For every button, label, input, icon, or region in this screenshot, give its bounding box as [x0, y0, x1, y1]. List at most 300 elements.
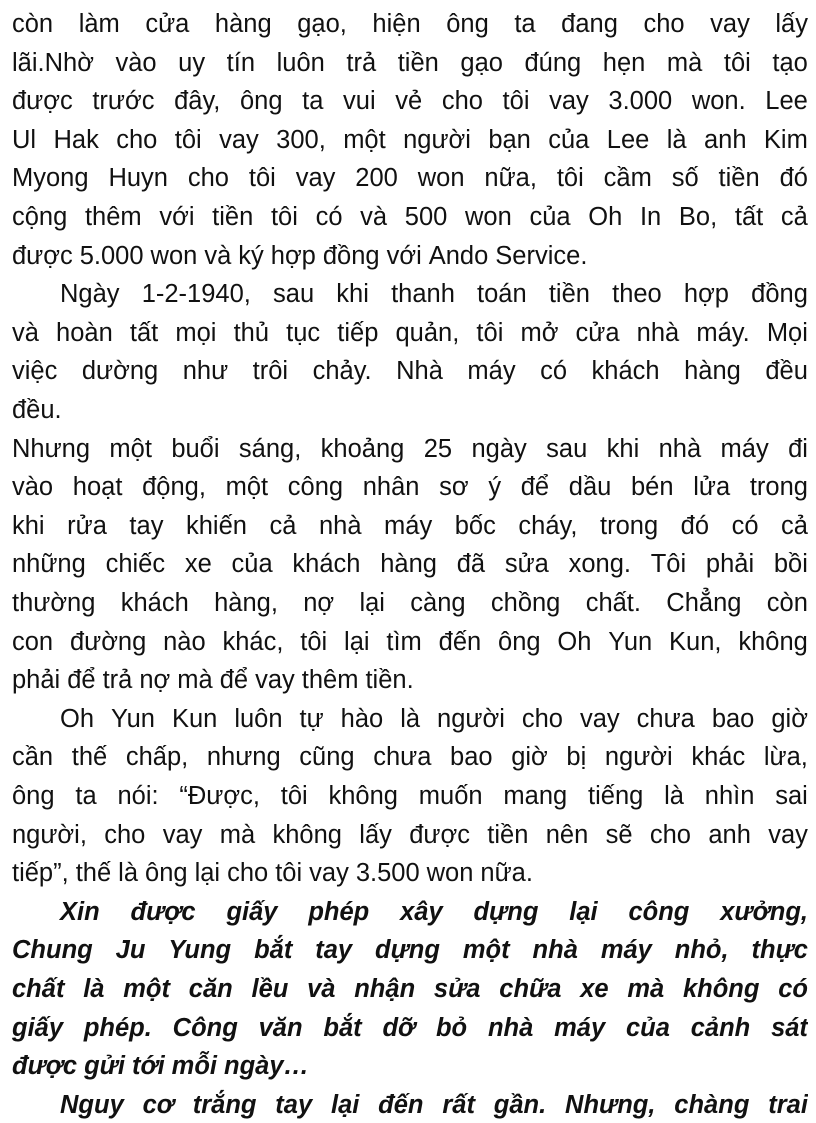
word: văn — [258, 1013, 303, 1042]
word: công — [287, 473, 344, 502]
text-line — [12, 467, 808, 507]
word: ta — [75, 782, 97, 810]
text-line — [12, 313, 808, 353]
word: cả — [269, 511, 297, 540]
text-line — [12, 660, 414, 700]
word: nhà — [318, 511, 362, 540]
word: có — [731, 511, 759, 540]
word: số — [671, 164, 699, 193]
word: lấy — [775, 10, 808, 38]
word: giờ — [771, 704, 808, 733]
word: trắng — [192, 1090, 257, 1119]
word: và — [12, 318, 39, 347]
word: của — [548, 125, 590, 154]
word: sẽ — [605, 820, 633, 849]
word: tiền — [548, 280, 590, 309]
word: cả — [781, 511, 808, 540]
word: với — [159, 203, 195, 231]
word: Mọi — [766, 318, 808, 347]
word: đều — [765, 357, 808, 386]
word: đến — [438, 627, 482, 656]
word: chảy. — [312, 357, 372, 386]
word: cũng — [299, 743, 355, 772]
word: khác — [691, 743, 746, 772]
word: một — [109, 434, 152, 463]
word: vay — [255, 666, 295, 695]
word: càng — [410, 589, 466, 617]
word: bao — [450, 743, 493, 772]
word: sửa — [504, 550, 549, 579]
word: tiền — [487, 820, 529, 849]
word: và — [307, 975, 336, 1003]
text-line — [12, 815, 808, 855]
word: Nhưng, — [565, 1090, 656, 1119]
word: cho — [521, 704, 563, 733]
word: máy — [384, 511, 433, 540]
book-page — [12, 0, 808, 1123]
word: của — [529, 203, 571, 231]
word: giấy — [226, 897, 278, 926]
word: luôn — [234, 704, 283, 733]
text-line — [60, 892, 808, 932]
word: vay — [219, 125, 259, 154]
word: luôn — [276, 48, 325, 77]
word: vay — [710, 10, 750, 38]
word: mọi — [175, 318, 217, 347]
word: tôi — [476, 318, 504, 347]
word: phải — [12, 666, 61, 695]
word: lãi.Nhờ — [12, 48, 94, 77]
word: cho — [227, 859, 269, 888]
word: thủ — [233, 318, 270, 347]
text-line — [12, 622, 808, 662]
word: nợ — [303, 589, 335, 617]
word: là — [83, 975, 105, 1003]
word: anh — [708, 820, 751, 849]
word: thế — [75, 859, 112, 888]
word: xe — [184, 550, 212, 579]
word: Ju — [115, 936, 146, 965]
word: nhà — [532, 936, 578, 965]
word: tôi — [248, 164, 276, 193]
word: tôi — [502, 87, 530, 116]
word: ta — [302, 87, 324, 116]
word: đúng — [524, 48, 582, 77]
word: cháy, — [518, 511, 578, 540]
word: Oh — [557, 627, 592, 656]
word: lại — [330, 1090, 360, 1119]
word: Ando — [428, 241, 489, 270]
word: vẻ — [395, 87, 423, 116]
word: làm — [78, 10, 120, 38]
text-line — [12, 429, 808, 469]
word: đường — [69, 627, 147, 656]
word: người — [437, 704, 505, 733]
word: “Được, — [179, 782, 260, 810]
word: không — [272, 820, 342, 849]
word: lửa — [693, 473, 731, 502]
word: sơ — [439, 473, 469, 502]
word: won — [417, 164, 465, 193]
word: vay — [162, 820, 203, 849]
word: là — [400, 704, 421, 733]
word: máy — [720, 434, 769, 463]
word: thêm — [84, 203, 142, 231]
word: bao — [711, 704, 755, 733]
word: trả — [346, 48, 377, 77]
word: won — [150, 241, 198, 270]
text-line — [12, 776, 808, 816]
word: để — [520, 473, 550, 502]
word: ông — [498, 627, 541, 656]
word: Chẳng — [666, 589, 742, 617]
word: và — [204, 241, 232, 270]
text-line — [12, 81, 808, 121]
word: Hak — [53, 125, 99, 154]
word: hợp — [270, 241, 316, 270]
word: sát — [771, 1013, 808, 1042]
word: cảnh — [690, 1013, 751, 1042]
word: Ul — [12, 125, 37, 154]
word: mà — [666, 48, 703, 77]
text-line — [60, 1085, 808, 1123]
word: ngày… — [224, 1052, 310, 1081]
word: có — [315, 203, 343, 231]
word: Công — [172, 1013, 238, 1042]
word: Nhà — [396, 357, 443, 386]
word: Chung — [12, 936, 93, 965]
word: won — [465, 203, 512, 231]
word: lấy — [359, 820, 392, 849]
word: ông — [145, 859, 188, 888]
text-line — [12, 43, 808, 83]
word: những — [12, 550, 86, 579]
word: đã — [456, 550, 486, 579]
word: quản, — [395, 318, 460, 347]
word: máy — [554, 1013, 606, 1042]
word: tạo — [772, 48, 808, 77]
word: dầu — [568, 473, 612, 502]
word: xây — [400, 897, 443, 926]
text-line — [12, 853, 533, 893]
word: sáng, — [238, 434, 302, 463]
word: 500 — [404, 203, 448, 231]
word: cho — [187, 164, 229, 193]
text-line — [12, 544, 808, 584]
word: tiền — [212, 203, 254, 231]
word: Ngày — [60, 280, 120, 309]
word: nhân — [362, 473, 420, 502]
word: lại — [569, 897, 598, 926]
word: một — [123, 975, 170, 1003]
word: thế — [71, 743, 108, 772]
word: máy. — [696, 318, 750, 347]
word: dường — [81, 357, 159, 386]
word: với — [386, 241, 422, 270]
word: ý — [488, 473, 502, 502]
text-line — [12, 1008, 808, 1048]
word: khoảng — [320, 434, 405, 463]
word: tiếp — [337, 318, 379, 347]
word: Service. — [495, 241, 588, 270]
word: 3.500 — [355, 859, 420, 888]
word: Yun — [608, 627, 653, 656]
word: sau — [273, 280, 315, 309]
word: dựng — [375, 936, 440, 965]
word: việc — [12, 357, 58, 386]
word: khách — [120, 589, 189, 617]
word: hào — [340, 704, 384, 733]
word: thường — [12, 589, 96, 617]
word: tất — [129, 318, 159, 347]
word: con — [12, 627, 54, 656]
word: người — [604, 743, 673, 772]
word: để — [219, 666, 249, 695]
word: vay — [295, 164, 336, 193]
word: chiếc — [105, 550, 166, 579]
text-line — [12, 158, 808, 198]
word: chất. — [585, 589, 641, 617]
word: vay — [309, 859, 349, 888]
word: cơ — [142, 1090, 174, 1119]
word: Yun — [111, 704, 155, 733]
word: bồi — [773, 550, 808, 579]
word: như — [182, 357, 229, 386]
word: đây, — [174, 87, 221, 116]
word: dựng — [473, 897, 539, 926]
word: mà — [177, 666, 213, 695]
word: 1-2-1940, — [141, 280, 251, 309]
word: đang — [561, 10, 618, 38]
word: xong. — [568, 550, 631, 579]
word: Bo, — [678, 203, 718, 231]
word: hợp — [683, 280, 729, 309]
word: của — [625, 1013, 670, 1042]
text-line — [12, 506, 808, 546]
word: sau — [546, 434, 588, 463]
word: động, — [142, 473, 206, 502]
word: vay — [579, 704, 620, 733]
word: cho — [116, 125, 158, 154]
word: mà — [627, 975, 665, 1003]
word: là — [666, 125, 687, 154]
word: nhưng — [206, 743, 281, 772]
word: đến — [378, 1090, 424, 1119]
word: 300, — [276, 125, 326, 154]
word: lừa, — [763, 743, 808, 772]
word: xe — [580, 975, 609, 1003]
word: nhà — [636, 318, 680, 347]
word: bắt — [254, 936, 293, 965]
word: trả — [102, 666, 133, 695]
word: một — [462, 936, 510, 965]
word: Xin — [60, 897, 100, 926]
word: nào — [163, 627, 206, 656]
word: 25 — [423, 434, 453, 463]
word: một — [343, 125, 386, 154]
word: Kun — [171, 704, 218, 733]
word: đó — [779, 164, 808, 193]
word: hàng, — [214, 589, 278, 617]
word: ký — [238, 241, 264, 270]
word: tự — [299, 704, 324, 733]
word: Oh — [60, 704, 95, 733]
text-line — [60, 274, 808, 314]
word: người, — [12, 820, 87, 849]
word: 3.000 — [608, 87, 673, 116]
word: lại — [359, 589, 385, 617]
word: phép. — [83, 1013, 152, 1042]
word: một — [225, 473, 269, 502]
word: Kim — [763, 125, 808, 154]
word: ông — [446, 10, 489, 38]
word: cả — [780, 203, 808, 231]
word: hàng — [380, 550, 437, 579]
word: khiến — [185, 511, 247, 540]
word: vay — [768, 820, 808, 849]
word: thực — [751, 936, 808, 965]
word: ta — [514, 10, 536, 38]
word: được — [12, 241, 73, 270]
word: Nhưng — [12, 434, 91, 463]
word: buổi — [171, 434, 220, 463]
text-line — [12, 583, 808, 623]
word: tín — [226, 48, 256, 77]
word: chồng — [490, 589, 561, 617]
word: tiếng — [588, 782, 644, 810]
word: tôi — [556, 164, 584, 193]
text-line — [12, 120, 808, 160]
text-line — [12, 969, 808, 1009]
word: nói: — [117, 782, 159, 810]
text-line — [12, 236, 587, 276]
word: thanh — [391, 280, 455, 309]
word: là — [118, 859, 139, 888]
word: đó — [680, 511, 710, 540]
word: tôi — [275, 859, 303, 888]
word: nhỏ, — [674, 936, 729, 965]
word: Huyn — [108, 164, 168, 193]
word: toán — [477, 280, 527, 309]
word: vay — [549, 87, 589, 116]
word: rửa — [67, 511, 107, 540]
word: bỏ — [435, 1013, 468, 1042]
word: tôi — [280, 782, 308, 810]
word: mỗi — [171, 1052, 218, 1081]
word: được — [130, 897, 196, 926]
word: tôi — [300, 627, 328, 656]
word: chất — [12, 975, 65, 1003]
word: cho — [643, 10, 685, 38]
word: cho — [441, 87, 483, 116]
word: tôi — [723, 48, 751, 77]
word: Yung — [168, 936, 232, 965]
word: chưa — [636, 704, 695, 733]
word: gạo, — [297, 10, 347, 38]
word: cần — [12, 743, 54, 772]
text-line — [12, 930, 808, 970]
word: hàng — [214, 10, 272, 38]
word: theo — [612, 280, 662, 309]
word: trôi — [252, 357, 289, 386]
word: mang — [503, 782, 568, 810]
word: có — [540, 357, 568, 386]
word: bốc — [454, 511, 496, 540]
word: đi — [788, 434, 808, 463]
text-line — [12, 197, 808, 237]
word: nữa, — [484, 164, 537, 193]
word: giờ — [511, 743, 548, 772]
word: giấy — [12, 1013, 64, 1042]
word: mở — [520, 318, 559, 347]
text-line — [60, 699, 808, 739]
word: khi — [606, 434, 640, 463]
word: nợ — [139, 666, 171, 695]
word: căn — [188, 975, 233, 1003]
word: phải — [705, 550, 755, 579]
word: hàng — [684, 357, 741, 386]
word: không — [328, 782, 398, 810]
word: In — [639, 203, 662, 231]
word: sửa — [433, 975, 481, 1003]
word: 200 — [355, 164, 398, 193]
word: bạn — [488, 125, 531, 154]
word: tay — [129, 511, 164, 540]
word: cho — [649, 820, 691, 849]
word: tất — [734, 203, 764, 231]
text-line — [12, 4, 808, 44]
word: gửi — [84, 1052, 125, 1081]
word: chàng — [674, 1090, 750, 1119]
word: tục — [286, 318, 321, 347]
word: won. — [691, 87, 746, 116]
word: bắt — [323, 1013, 362, 1042]
word: máy — [600, 936, 652, 965]
word: khác, — [222, 627, 284, 656]
word: won — [426, 859, 474, 888]
word: Myong — [12, 164, 89, 193]
word: Lee — [765, 87, 808, 116]
word: ông — [12, 782, 55, 810]
word: tìm — [386, 627, 422, 656]
word: dỡ — [382, 1013, 416, 1042]
word: công — [628, 897, 690, 926]
word: người — [403, 125, 471, 154]
word: và — [360, 203, 388, 231]
word: ông — [240, 87, 283, 116]
word: tôi — [270, 203, 298, 231]
word: muốn — [418, 782, 483, 810]
word: tiền. — [365, 666, 414, 695]
word: của — [231, 550, 273, 579]
word: bị — [566, 743, 587, 772]
word: có — [778, 975, 808, 1003]
word: Tôi — [650, 550, 687, 579]
word: tay — [275, 1090, 313, 1119]
word: gần. — [493, 1090, 547, 1119]
word: cho — [104, 820, 146, 849]
word: nhà — [487, 1013, 534, 1042]
word: uy — [178, 48, 206, 77]
word: rất — [442, 1090, 475, 1119]
word: hoạt — [72, 473, 123, 502]
word: cầm — [603, 164, 652, 193]
word: được — [409, 820, 470, 849]
text-line — [12, 737, 808, 777]
word: nên — [545, 820, 589, 849]
word: trai — [768, 1090, 808, 1119]
word: được — [12, 87, 73, 116]
